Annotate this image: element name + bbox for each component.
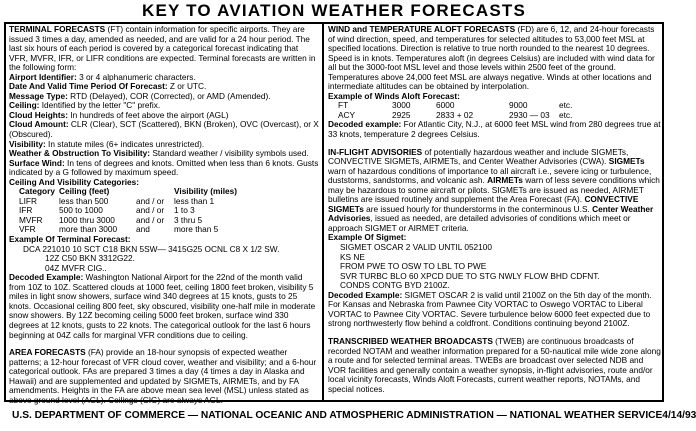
area-forecasts-heading: AREA FORECASTS (9, 347, 86, 358)
example-line: CONDS CONTG BYD 2100Z. (340, 280, 450, 291)
tweb: TRANSCRIBED WEATHER BROADCASTS (TWEB) are continuous broadcasts of recorded NOTAM and weather information prepared for a 50-nautical mile wide zone along a route and for selected terminal areas. TWEBs are broadcast over selected NDB and VOR facilities and generally contain a weather synopsis, in-flight advisories, route and/or local vicinity forecasts, Winds Aloft Forecasts, current weather reports, NOTAMs, and special notices. (328, 335, 661, 394)
example-line: KS NE (340, 251, 365, 262)
footer-agency: U.S. DEPARTMENT OF COMMERCE — NATIONAL OCEANIC AND ATMOSPHERIC ADMINISTRATION — NATIONAL WEATHER SERVICE (12, 410, 663, 421)
sigmet-decoded: Decoded Example: SIGMET OSCAR 2 is valid until 2100Z on the 5th day of the month. For Kansas and Nebraska from Pawnee City VORTAC to Oswego VORTAC to Liberal VORTAC to Pawnee City VORTAC. Severe turbulence below 6000 feet expected due to strong northwesterly flow behind a coldfront. Conditions continuing beyond 2100Z. (328, 289, 652, 329)
tf-item: Airport Identifier: 3 or 4 alphanumeric characters. (9, 71, 196, 82)
tf-item: Surface Wind: In tens of degrees and knots. Omitted when less than 6 knots. Gusts indicated by a G followed by maximum speed. (9, 157, 319, 178)
terminal-forecasts-heading: TERMINAL FORECASTS (9, 24, 106, 34)
column-divider (322, 22, 324, 402)
example-line: DCA 221010 10 SCT C18 BKN 5SW— 3415G25 OCNL C8 X 1/2 SW. (23, 243, 280, 254)
table-row: LIFR less than 500 and / or less than 1 (19, 195, 215, 206)
tf-item: Message Type: RTD (Delayed), COR (Corrected), or AMD (Amended). (9, 90, 271, 101)
example-line: FROM PWE TO OSW TO LBL TO PWE (340, 261, 487, 272)
table-row: VFR more than 3000 and more than 5 (19, 224, 219, 235)
example-heading: Example Of Terminal Forecast: (9, 234, 131, 245)
tf-item: Weather & Obstruction To Visibility: Standard weather / visibility symbols used. (9, 148, 309, 159)
winds-aloft-intro: WIND and TEMPERATURE ALOFT FORECASTS (FD) are 6, 12, and 24-hour forecasts of wind direction, speed, and temperatures for selected altitudes to 53,000 feet MSL at specified locations. Direction is relative to true north rounded to the nearest 10 degrees. Speed is in knots. Temperatures aloft (in degrees Celsius) are included with wind data for all but the 3000-foot MSL level and those levels within 2500 feet of the ground. Temperatures above 24,000 feet MSL are always negative. Winds at other locations and intermediate altitudes can be obtained by interpolation. (328, 24, 655, 92)
table-row: FT 3000 6000 9000 etc. (338, 100, 573, 111)
inflight-advisories-heading: IN-FLIGHT ADVISORIES (328, 146, 423, 157)
page-title: KEY TO AVIATION WEATHER FORECASTS (141, 1, 527, 20)
terminal-forecasts-intro: TERMINAL FORECASTS (FT) contain information for specific airports. They are issued 3 times a day, amended as needed, and are valid for a 24 hour period. The last six hours of each period is covered by a categorical forecast indicating that VFR, MVFR, IFR, or LIFR conditions are expected. Terminal forecasts are written in the following form: (9, 24, 316, 73)
footer-date: 4/14/93 (662, 410, 696, 421)
categories-heading: Ceiling And Visibility Categories: (9, 176, 140, 187)
tf-item: Date And Valid Time Period Of Forecast: Z or UTC. (9, 81, 207, 92)
winds-example-heading: Example of Winds Aloft Forecast: (328, 90, 460, 101)
table-row: MVFR 1000 thru 3000 and / or 3 thru 5 (19, 214, 203, 225)
area-forecasts: AREA FORECASTS (FA) provide an 18-hour synopsis of expected weather patterns; a 12-hour forecast of VFR cloud cover, weather and visibility; and a 6-hour categorical outlook. FAs are prepared 3 times a day (4 times a day in Alaska and Hawaii) and are supplemented and updated by SIGMETs, AIRMETs, and by FA amendments. Heights in the FA are above mean sea level (MSL) unless stated as above ground level (AGL). Ceilings (CIG) are always AGL. (9, 347, 317, 405)
example-line: 04Z MVFR CIG.. (45, 262, 107, 273)
tf-item: Ceiling: Identified by the letter "C" prefix. (9, 100, 161, 111)
table-row: IFR 500 to 1000 and / or 1 to 3 (19, 205, 195, 216)
table-row: ACY 2925 2833 + 02 2930 — 03 etc. (338, 109, 573, 120)
example-line: SVR TURBC BLO 60 XPCD DUE TO STG NWLY FLOW BHD CDFNT. (340, 270, 600, 281)
left-column (9, 24, 319, 405)
inflight-advisories: IN-FLIGHT ADVISORIES of potentially hazardous weather and include SIGMETs, CONVECTIVE SIGMETs, AIRMETs, and Center Weather Advisories (CWA). SIGMETs warn of hazardous conditions of importance to all aircraft i.e., severe icing or turbulence, duststorms, sandstorms, and volcanic ash. AIRMETs warn of less severe conditions which may be hazardous to some aircraft or pilots. SIGMETs are issued as needed, AIRMET bulletins are issued routinely and supplement the Area Forecast (FA). CONVECTIVE SIGMETs are issued hourly for thunderstorms in the conterminous U.S. Center Weather Advisories, issued as needed, are detailed advisories of conditions which meet or approach SIGMET or AIRMET criteria. (328, 146, 660, 233)
example-line: SIGMET OSCAR 2 VALID UNTIL 052100 (340, 242, 493, 253)
example-line: 12Z C50 BKN 3312G22. (45, 253, 135, 264)
footer (12, 409, 696, 423)
tweb-heading: TRANSCRIBED WEATHER BROADCASTS (328, 335, 493, 346)
winds-decoded: Decoded example: For Atlantic City, N.J., at 6000 feet MSL wind from 280 degrees true at 33 knots, temperature 2 degrees Celsius. (328, 119, 661, 140)
tf-item: Visibility: In statute miles (6+ indicates unrestricted). (9, 138, 205, 149)
categories-header-row: Category Ceiling (feet) Visibility (miles) (19, 186, 238, 197)
winds-aloft-heading: WIND and TEMPERATURE ALOFT FORECASTS (328, 24, 516, 34)
sigmet-example-heading: Example Of Sigmet: (328, 232, 407, 243)
right-column (328, 25, 661, 400)
tf-item: Cloud Amount: CLR (Clear), SCT (Scattered), BKN (Broken), OVC (Overcast), or X (Obscured). (9, 119, 319, 140)
decoded-example: Decoded Example: Washington National Airport for the 22nd of the month valid from 10Z to 10Z. Scattered clouds at 1000 feet, ceiling 1800 feet broken, visibility 5 miles in light snow showers, surface wind 340 degrees at 15 knots, gusts to 25 knots. Occasional ceiling 800 feet, sky obscured, visibility one-half mile in moderate snow showers. By 12Z becoming ceiling 5000 feet broken, surface wind 330 degrees at 12 knots, gusts to 22 knots. The categorical outlook for the last 6 hours beginning at 04Z calls for marginal VFR conditions due to ceiling. (9, 272, 316, 340)
tf-item: Cloud Heights: In hundreds of feet above the airport (AGL) (9, 109, 229, 120)
